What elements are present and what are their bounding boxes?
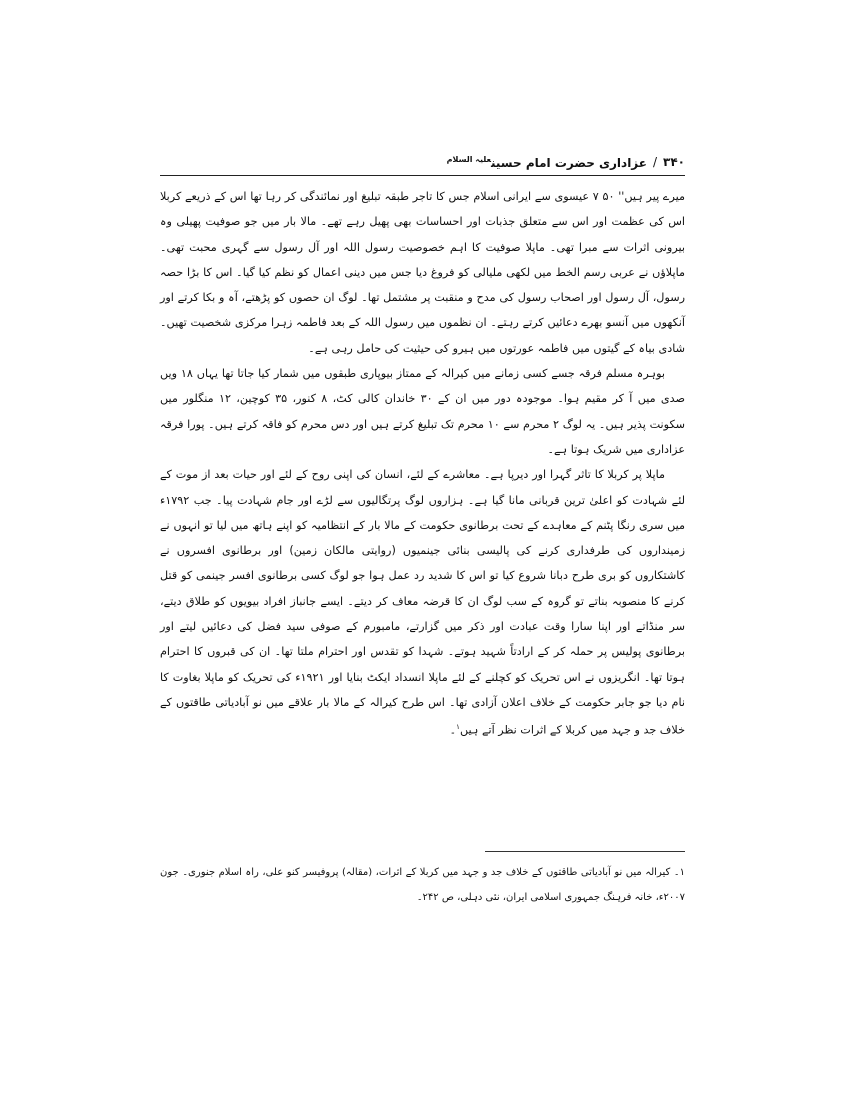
paragraph-3-text: ماپلا پر کربلا کا تاثر گہرا اور دیرپا ہے۔ معاشرے کے لئے، انسان کی اپنی روح کے لئے اور حیات بعد از موت کے لئے شہادت کو اعلیٰ ترین قربانی مانا گیا ہے۔ ہزاروں لوگ پرتگالیوں سے لڑے اور جام شہادت پیا۔ جب ۱۷۹۲ء میں سری رنگا پٹنم کے معاہدے کے تحت برطانوی حکومت کے مالا بار کے انتظامیہ کو اپنے ہاتھ میں لیا تو انہوں نے زمینداروں کی طرفداری کرنے کی پالیسی بنائی جینمیوں (روایتی مالکان زمین) اور برطانوی افسروں نے کاشتکاروں کو بری طرح دبانا شروع کیا تو اس کا شدید رد عمل ہوا جو لوگ کسی برطانوی افسر جینمی کو قتل کرنے کا منصوبہ بناتے تو گروہ کے سب لوگ ان کا قرضہ معاف کر دیتے۔ ایسے جانباز افراد بیویوں کو طلاق دیتے، سر منڈاتے اور اپنا سارا وقت عبادت اور ذکر میں گزارتے، مامبورم کے صوفی سید فضل کی دعائیں لیتے اور برطانوی پولیس پر حملہ کر کے ارادتاً شہید ہوتے۔ شہدا کو تقدس اور احترام ملتا تھا۔ ان کی قبروں کا احترام ہوتا تھا۔ انگریزوں نے اس تحریک کو کچلنے کے لئے ماپلا انسداد ایکٹ بنایا اور ۱۹۲۱ء کی تحریک کو ماپلا بغاوت کا نام دیا جو جابر حکومت کے خلاف اعلان آزادی تھا۔ اس طرح کیرالہ کے مالا بار علاقے میں نو آبادیاتی طاقتوں کے خلاف جد و جہد میں کربلا کے اثرات نظر آتے ہیں: [160, 468, 685, 737]
page-number: ۳۴۰: [663, 155, 685, 169]
paragraph-1: میرے پیر ہیں'' ۵۰ ۷ عیسوی سے ایرانی اسلام جس کا تاجر طبقہ تبلیغ اور نمائندگی کر رہا تھا اس کے ذریعے کربلا اس کی عظمت اور اس سے متعلق جذبات اور احساسات بھی پھیل رہے تھے۔ مالا بار میں جو صوفیت پھیلی وہ بیرونی اثرات سے مبرا تھی۔ ماپلا صوفیت کا اہم خصوصیت رسول اللہ اور آل رسول سے گہری محبت تھی۔ ماپلاؤں نے عربی رسم الخط میں لکھی ملیالی کو فروغ دیا جس میں دینی اعمال کو نظم کیا گیا۔ اس کا بڑا حصہ رسول، آل رسول اور اصحاب رسول کی مدح و منقبت پر مشتمل تھا۔ لوگ ان حصوں کو پڑھتے، آہ و بکا کرتے اور آنکھوں میں آنسو بھرے دعائیں کرتے رہتے۔ ان نظموں میں رسول اللہ کے بعد فاطمہ زہرا مرکزی شخصیت تھیں۔ شادی بیاہ کے گیتوں میں فاطمہ عورتوں میں ہیرو کی حیثیت کی حامل رہی ہے۔: [160, 190, 685, 355]
honorific-mark: علیہ السلام: [446, 154, 491, 164]
main-text: [160, 184, 685, 743]
footnote-text: کیرالہ میں نو آبادیاتی طاقتوں کے خلاف جد و جہد میں کربلا کے اثرات، (مقالہ) پروفیسر کنو علی، راہ اسلام جنوری۔ جون ۲۰۰۷ء، خانہ فرہنگ جمہوری اسلامی ایران، نئی دہلی، ص ۲۴۲۔: [160, 867, 685, 903]
book-title: [447, 155, 647, 170]
footnote: [160, 860, 685, 910]
footnote-rule: [485, 851, 685, 852]
header-separator: /: [652, 155, 658, 169]
book-title-text: عزاداری حضرت امام حسین: [490, 155, 647, 170]
footnote-number: ۱۔: [673, 867, 685, 878]
paragraph-3: ماپلا پر کربلا کا تاثر گہرا اور دیرپا ہے۔ معاشرے کے لئے، انسان کی اپنی روح کے لئے اور حیات بعد از موت کے لئے شہادت کو اعلیٰ ترین قربانی مانا گیا ہے۔ ہزاروں لوگ پرتگالیوں سے لڑے اور جام شہادت پیا۔ جب ۱۷۹۲ء میں سری رنگا پٹنم کے معاہدے کے تحت برطانوی حکومت کے مالا بار کے انتظامیہ کو اپنے ہاتھ میں لیا تو انہوں نے زمینداروں کی طرفداری کرنے کی پالیسی بنائی جینمیوں (روایتی مالکان زمین) اور برطانوی افسروں نے کاشتکاروں کو بری طرح دبانا شروع کیا تو اس کا شدید رد عمل ہوا جو لوگ کسی برطانوی افسر جینمی کو قتل کرنے کا منصوبہ بناتے تو گروہ کے سب لوگ ان کا قرضہ معاف کر دیتے۔ ایسے جانباز افراد بیویوں کو طلاق دیتے، سر منڈاتے اور اپنا سارا وقت عبادت اور ذکر میں گزارتے، مامبورم کے صوفی سید فضل کی دعائیں لیتے اور برطانوی پولیس پر حملہ کر کے ارادتاً شہید ہوتے۔ شہدا کو تقدس اور احترام ملتا تھا۔ ان کی قبروں کا احترام ہوتا تھا۔ انگریزوں نے اس تحریک کو کچلنے کے لئے ماپلا انسداد ایکٹ بنایا اور ۱۹۲۱ء کی تحریک کو ماپلا بغاوت کا نام دیا جو جابر حکومت کے خلاف اعلان آزادی تھا۔ اس طرح کیرالہ کے مالا بار علاقے میں نو آبادیاتی طاقتوں کے خلاف جد و جہد میں کربلا کے اثرات نظر آتے ہیں$^۱$۔: [160, 468, 685, 737]
header-rule: [160, 175, 685, 176]
footnote-marker: ۱: [456, 723, 460, 732]
running-header: [160, 150, 685, 174]
paragraph-2: بوہرہ مسلم فرقہ جسے کسی زمانے میں کیرالہ کے ممتاز بیوپاری طبقوں میں شمار کیا جاتا تھا یہاں ۱۸ ویں صدی میں آ کر مقیم ہوا۔ موجودہ دور میں ان کے ۳۰ خاندان کالی کٹ، ۸ کنور، ۳۵ کوچین، ۱۲ منگلور میں سکونت پذیر ہیں۔ یہ لوگ ۲ محرم سے ۱۰ محرم تک تبلیغ کرتے ہیں اور دس محرم کو فاقہ کرتے ہیں۔ پورا فرقہ عزاداری میں شریک ہوتا ہے۔: [160, 367, 686, 456]
